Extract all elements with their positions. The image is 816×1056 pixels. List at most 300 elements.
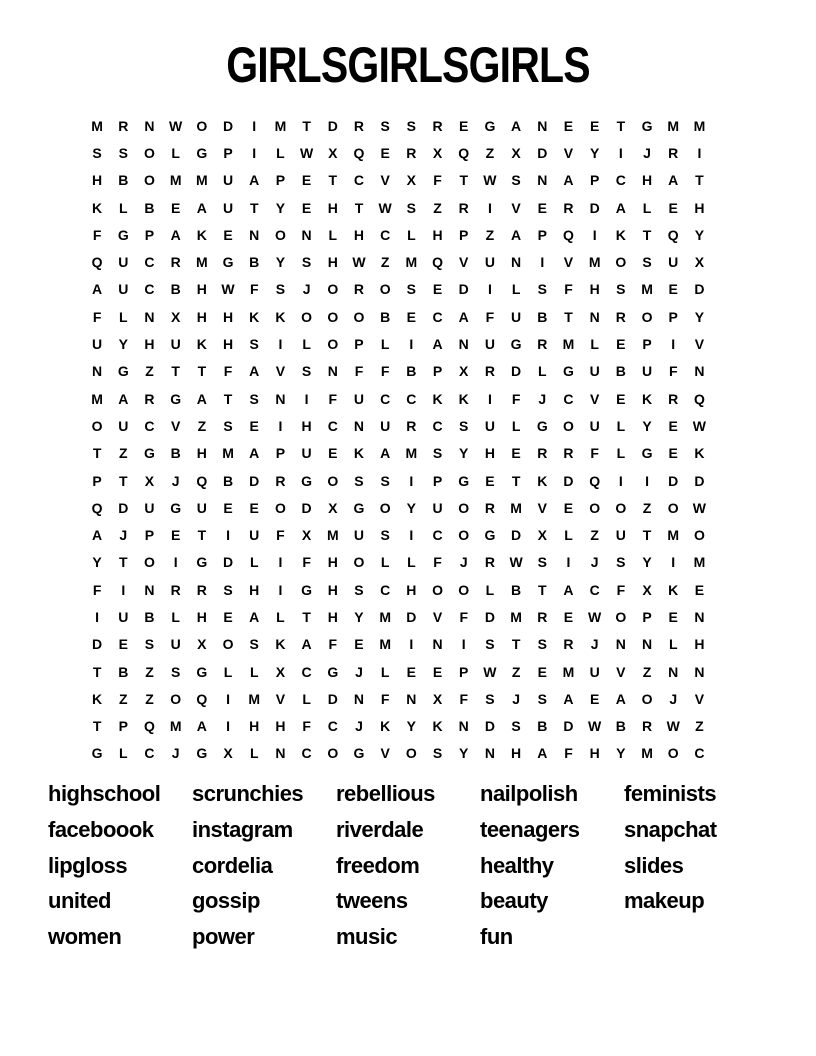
grid-letter: L [380,663,390,680]
grid-letter: U [222,172,234,189]
grid-letter: T [197,527,207,544]
grid-letter: V [563,254,574,271]
grid-letter: A [432,336,443,353]
grid-row [84,658,713,685]
grid-letter: E [380,144,390,161]
grid-letter: E [537,663,547,680]
grid-letter: A [511,117,522,134]
grid-letter: C [144,281,155,298]
grid-letter: D [668,472,679,489]
grid-letter: S [616,554,626,571]
grid-letter: U [118,608,129,625]
grid-letter: W [169,117,183,134]
grid-letter: T [564,308,573,325]
grid-letter: T [459,172,468,189]
grid-letter: R [406,144,417,161]
grid-row [84,412,713,439]
grid-letter: U [432,499,443,516]
grid-letter: W [588,718,602,735]
grid-row [84,631,713,658]
grid-letter: Y [118,336,128,353]
grid-letter: M [169,718,182,735]
grid-letter: U [118,254,129,271]
grid-letter: M [641,745,653,762]
grid-letter: F [433,554,442,571]
grid-letter: H [484,445,495,462]
grid-letter: P [275,445,286,462]
grid-letter: N [694,363,705,380]
grid-letter: K [353,445,365,462]
grid-letter: W [483,172,497,189]
grid-letter: X [511,144,521,161]
grid-letter: M [274,117,287,134]
grid-letter: S [485,636,495,653]
grid-letter: U [511,308,522,325]
grid-letter: L [223,663,233,680]
grid-letter: H [694,636,705,653]
grid-letter: G [117,226,129,243]
grid-letter: C [406,390,417,407]
grid-letter: H [694,199,705,216]
grid-letter: R [144,390,155,407]
grid-letter: P [144,226,155,243]
grid-letter: A [92,527,103,544]
grid-letter: P [642,336,652,353]
grid-letter: N [511,254,522,271]
grid-letter: A [249,363,260,380]
grid-letter: Y [354,608,364,625]
grid-letter: E [223,608,233,625]
grid-letter: K [668,581,679,598]
grid-letter: V [694,690,705,707]
grid-row [84,603,713,630]
grid-letter: I [252,144,257,161]
grid-letter: N [144,308,155,325]
grid-letter: N [668,663,679,680]
grid-letter: S [144,636,155,653]
grid-letter: I [304,390,309,407]
grid-letter: Y [406,718,417,735]
grid-letter: G [353,499,365,516]
grid-letter: T [119,554,128,571]
grid-letter: T [171,363,180,380]
grid-row [84,112,713,139]
grid-letter: I [618,144,623,161]
grid-letter: Y [616,745,626,762]
grid-letter: H [589,281,600,298]
grid-letter: N [484,745,495,762]
grid-letter: T [302,117,311,134]
grid-letter: H [327,554,338,571]
grid-letter: Y [406,499,417,516]
grid-row [84,276,713,303]
grid-letter: I [645,472,649,489]
grid-letter: G [170,499,182,516]
grid-letter: H [196,445,207,462]
grid-letter: O [667,499,679,516]
grid-letter: I [487,390,492,407]
word-list-item: rebellious [336,781,435,806]
grid-row [84,303,713,330]
grid-letter: B [118,172,129,189]
grid-letter: D [406,608,417,625]
grid-letter: D [327,690,338,707]
grid-letter: A [196,390,207,407]
word-list-item: riverdale [336,816,424,842]
grid-letter: M [196,254,208,271]
grid-letter: L [249,663,259,680]
grid-letter: E [668,608,678,625]
grid-letter: H [327,254,338,271]
grid-letter: X [432,144,443,161]
grid-letter: J [171,472,180,489]
grid-letter: Q [432,254,443,271]
word-list-item: women [48,924,122,950]
grid-letter: H [353,226,365,243]
grid-letter: E [668,417,678,434]
grid-letter: L [302,690,311,707]
grid-letter: M [693,554,706,571]
grid-letter: F [92,581,102,598]
grid-letter: W [352,254,366,271]
grid-letter: Q [91,254,103,271]
grid-letter: M [379,608,391,625]
grid-letter: S [459,417,469,434]
grid-letter: V [380,172,390,189]
grid-row [84,713,713,740]
grid-letter: O [693,527,705,544]
grid-letter: U [118,281,129,298]
grid-letter: L [276,144,285,161]
grid-letter: R [170,254,181,271]
grid-row [84,194,713,221]
grid-letter: D [327,117,338,134]
grid-letter: V [170,417,181,434]
grid-letter: F [590,445,599,462]
grid-letter: V [380,745,390,762]
grid-letter: M [248,690,261,707]
grid-letter: X [328,499,338,516]
word-list-item: instagram [192,816,293,842]
grid-letter: U [196,499,207,516]
grid-letter: A [196,718,207,735]
grid-row [84,385,713,412]
grid-letter: K [92,199,103,216]
grid-letter: C [432,308,443,325]
word-list-item: feminists [624,781,717,806]
grid-letter: R [668,390,679,407]
grid-letter: N [144,581,155,598]
grid-letter: G [196,663,208,680]
grid-letter: I [671,554,676,571]
grid-letter: E [301,172,312,189]
grid-letter: U [615,527,626,544]
grid-letter: N [458,336,469,353]
grid-letter: B [406,363,417,380]
grid-letter: V [275,363,286,380]
grid-letter: P [432,363,443,380]
grid-letter: B [144,608,155,625]
grid-letter: V [616,663,626,680]
grid-letter: O [327,281,339,298]
grid-letter: T [223,390,233,407]
grid-letter: B [170,445,181,462]
grid-letter: Y [694,308,705,325]
grid-letter: Q [91,499,103,516]
grid-letter: S [170,663,181,680]
grid-letter: T [695,172,704,189]
grid-letter: E [589,117,600,134]
grid-letter: I [409,527,414,544]
grid-letter: M [510,608,522,625]
grid-letter: N [275,390,286,407]
grid-letter: S [642,254,652,271]
grid-letter: C [432,417,443,434]
grid-letter: H [327,199,338,216]
grid-letter: A [249,608,260,625]
grid-letter: H [589,745,600,762]
grid-letter: S [380,117,390,134]
grid-letter: X [223,745,233,762]
grid-letter: N [406,690,417,707]
grid-letter: L [511,281,521,298]
grid-letter: I [409,472,414,489]
grid-letter: A [563,581,574,598]
grid-letter: D [694,281,705,298]
word-list-item: snapchat [624,816,717,842]
grid-letter: L [511,417,521,434]
grid-letter: I [671,336,676,353]
grid-letter: P [223,144,233,161]
grid-letter: V [694,336,705,353]
grid-letter: Y [92,554,102,571]
grid-letter: T [354,199,364,216]
grid-letter: B [144,199,155,216]
grid-letter: V [432,608,443,625]
grid-letter: C [380,581,391,598]
grid-letter: S [223,581,233,598]
grid-letter: O [274,499,286,516]
grid-letter: T [328,172,338,189]
grid-letter: G [484,117,496,134]
grid-letter: Y [694,226,705,243]
grid-letter: I [95,608,100,625]
grid-letter: F [459,608,468,625]
grid-letter: H [92,172,103,189]
grid-letter: M [510,499,522,516]
grid-letter: P [144,527,155,544]
grid-letter: E [432,281,443,298]
grid-letter: P [642,608,652,625]
grid-letter: P [432,472,443,489]
grid-letter: F [249,281,259,298]
grid-letter: K [380,718,391,735]
grid-letter: Z [642,663,652,680]
grid-letter: K [196,336,207,353]
grid-letter: U [92,336,103,353]
grid-letter: H [222,336,234,353]
grid-letter: C [353,172,365,189]
grid-letter: I [618,472,623,489]
page-title: GIRLSGIRLSGIRLS [226,37,590,93]
grid-letter: P [589,172,600,189]
grid-letter: U [301,445,312,462]
grid-row [84,521,713,548]
grid-letter: G [641,445,653,462]
grid-letter: Q [144,718,155,735]
grid-letter: T [92,718,102,735]
grid-letter: D [511,363,522,380]
grid-letter: O [615,499,627,516]
grid-letter: A [615,690,626,707]
grid-letter: R [353,117,365,134]
grid-letter: Z [485,226,495,243]
grid-letter: O [327,745,339,762]
grid-letter: Z [485,144,495,161]
grid-letter: W [509,554,523,571]
grid-row [84,494,713,521]
grid-letter: G [353,745,365,762]
grid-letter: S [249,390,259,407]
grid-letter: F [276,527,285,544]
grid-letter: R [275,472,286,489]
grid-letter: E [616,336,626,353]
grid-letter: K [615,226,626,243]
word-list-item: tweens [336,888,408,914]
grid-letter: Z [590,527,599,544]
grid-letter: G [510,336,522,353]
grid-letter: V [511,199,521,216]
grid-letter: S [537,281,547,298]
grid-letter: R [537,336,548,353]
grid-letter: I [409,636,414,653]
grid-letter: A [92,281,103,298]
grid-letter: O [327,472,339,489]
grid-letter: H [249,581,260,598]
word-search-grid [84,112,713,767]
grid-letter: O [144,554,155,571]
grid-letter: S [616,281,626,298]
grid-letter: Q [353,144,365,161]
grid-letter: S [223,417,233,434]
grid-letter: R [563,445,574,462]
grid-letter: T [511,472,521,489]
word-list-item: slides [624,852,684,878]
grid-letter: C [301,663,312,680]
grid-letter: Q [458,144,470,161]
grid-row [84,248,713,275]
grid-row [84,576,713,603]
grid-letter: E [249,417,259,434]
grid-letter: R [432,117,443,134]
grid-letter: L [590,336,599,353]
grid-letter: G [563,363,574,380]
grid-letter: G [170,390,182,407]
grid-letter: O [379,499,391,516]
grid-letter: I [409,336,414,353]
grid-letter: J [171,745,180,762]
grid-letter: O [144,144,155,161]
word-list-item: beauty [480,888,548,914]
grid-letter: C [615,172,626,189]
grid-letter: R [118,117,129,134]
grid-letter: U [484,336,495,353]
grid-letter: X [406,172,417,189]
grid-letter: J [643,144,651,161]
grid-letter: U [589,663,600,680]
grid-letter: X [144,472,155,489]
grid-letter: G [222,254,234,271]
grid-letter: W [221,281,235,298]
grid-row [84,330,713,357]
grid-letter: N [694,663,705,680]
grid-letter: C [380,390,391,407]
grid-letter: R [196,581,207,598]
grid-letter: T [249,199,259,216]
grid-letter: C [144,254,155,271]
grid-letter: Q [196,690,208,707]
grid-letter: F [485,308,495,325]
grid-letter: O [615,254,627,271]
grid-letter: N [694,608,705,625]
grid-letter: H [196,281,207,298]
grid-letter: M [169,172,182,189]
grid-letter: L [616,445,626,462]
grid-letter: I [697,144,702,161]
word-list-item: fun [480,924,513,950]
grid-letter: M [693,117,706,134]
grid-letter: Z [380,254,390,271]
grid-letter: U [641,363,653,380]
grid-letter: Y [642,417,652,434]
grid-letter: E [589,690,600,707]
grid-letter: B [118,663,129,680]
grid-letter: D [484,608,495,625]
grid-letter: L [407,226,416,243]
grid-letter: O [641,308,653,325]
grid-row [84,440,713,467]
grid-letter: I [252,117,257,134]
grid-letter: N [458,718,469,735]
grid-letter: M [91,117,103,134]
grid-letter: L [668,636,678,653]
grid-letter: K [275,308,286,325]
grid-letter: I [566,554,571,571]
word-list-item: scrunchies [192,781,304,806]
grid-letter: Z [642,499,652,516]
grid-letter: U [353,527,365,544]
grid-letter: U [144,499,155,516]
grid-letter: S [406,117,417,134]
grid-letter: R [353,281,365,298]
grid-letter: Z [197,417,207,434]
grid-letter: F [328,390,338,407]
grid-letter: L [538,363,547,380]
grid-letter: E [668,281,678,298]
grid-letter: J [355,718,363,735]
grid-letter: Q [667,226,679,243]
grid-letter: A [615,199,626,216]
grid-letter: J [590,554,599,571]
grid-letter: H [432,226,443,243]
word-list-item: gossip [192,888,260,914]
grid-letter: F [459,690,468,707]
grid-letter: M [667,527,680,544]
grid-letter: O [327,308,339,325]
grid-letter: U [589,417,600,434]
grid-letter: T [92,663,102,680]
grid-letter: I [487,199,492,216]
